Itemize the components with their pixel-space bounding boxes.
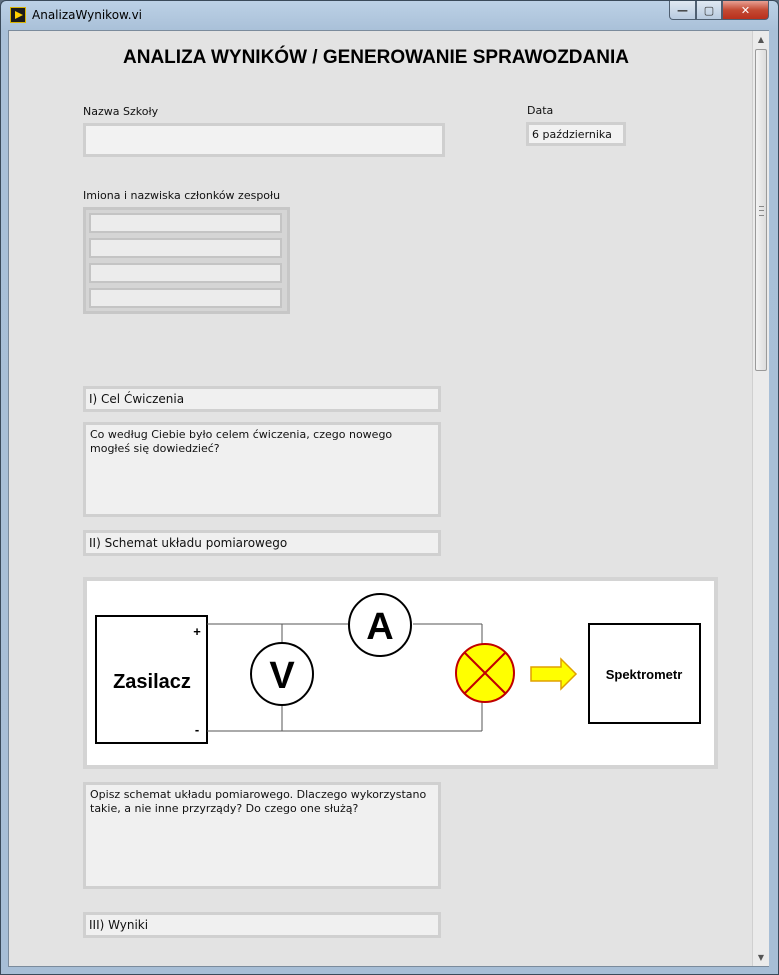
scroll-down-arrow-icon[interactable]: ▼ — [757, 953, 765, 962]
voltmeter-label: V — [269, 655, 295, 697]
spectrometer-label: Spektrometr — [605, 667, 683, 682]
lamp-icon — [456, 644, 514, 702]
section-1-title: I) Cel Ćwiczenia — [83, 386, 441, 412]
team-members-label: Imiona i nazwiska członków zespołu — [83, 189, 281, 202]
school-name-input[interactable] — [83, 123, 445, 157]
section-2-title: II) Schemat układu pomiarowego — [83, 530, 441, 556]
section-2-textarea[interactable]: Opisz schemat układu pomiarowego. Dlaczego wykorzystano takie, a nie inne przyrządy? Do czego one służą? — [83, 782, 441, 889]
minimize-button[interactable]: — — [669, 1, 696, 20]
team-member-input-2[interactable] — [89, 238, 282, 258]
team-member-input-1[interactable] — [89, 213, 282, 233]
window-bottom-edge — [8, 966, 769, 967]
minus-terminal-label: - — [194, 722, 200, 737]
close-button[interactable]: ✕ — [722, 1, 769, 20]
measurement-diagram — [83, 577, 718, 769]
title-bar[interactable] — [1, 1, 778, 31]
maximize-button[interactable]: ▢ — [696, 1, 722, 20]
window-title: AnalizaWynikow.vi — [32, 8, 143, 22]
ammeter-label: A — [366, 606, 394, 648]
circuit-wires — [207, 624, 482, 731]
power-supply-label: Zasilacz — [113, 671, 191, 693]
date-label: Data — [527, 104, 554, 117]
date-input[interactable]: 6 października — [526, 122, 626, 146]
scrollbar-thumb[interactable] — [755, 49, 767, 371]
team-member-input-3[interactable] — [89, 263, 282, 283]
scroll-up-arrow-icon[interactable]: ▲ — [757, 35, 765, 44]
grip-icon — [759, 206, 764, 216]
light-arrow-icon — [531, 659, 576, 689]
team-members-array — [83, 207, 290, 314]
vertical-scrollbar[interactable] — [752, 31, 769, 966]
labview-vi-icon[interactable] — [10, 7, 26, 23]
section-3-title: III) Wyniki — [83, 912, 441, 938]
section-1-textarea[interactable]: Co według Ciebie było celem ćwiczenia, czego nowego mogłeś się dowiedzieć? — [83, 422, 441, 517]
school-name-label: Nazwa Szkoły — [83, 105, 159, 118]
team-member-input-4[interactable] — [89, 288, 282, 308]
page-title: ANALIZA WYNIKÓW / GENEROWANIE SPRAWOZDANIA — [123, 47, 629, 68]
plus-terminal-label: + — [193, 624, 201, 639]
circuit-schematic — [87, 581, 714, 765]
